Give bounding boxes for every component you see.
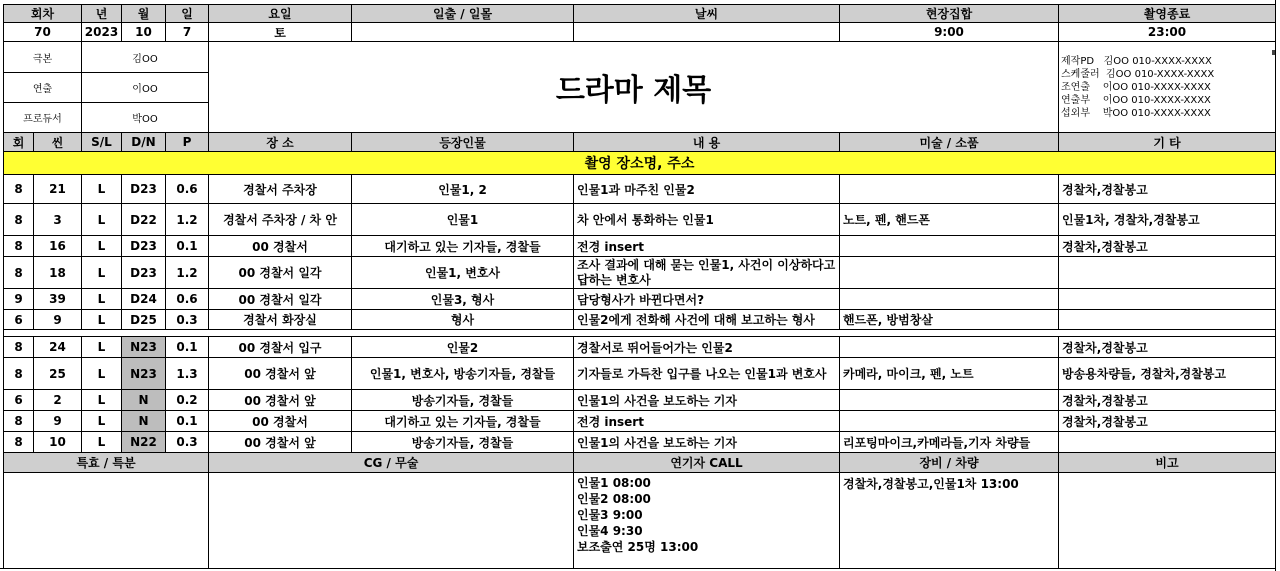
scene-cell-ep: 9 <box>3 288 33 309</box>
scene-cell-scene: 25 <box>33 357 81 389</box>
scene-cell-ep: 8 <box>3 336 33 357</box>
scene-cell-content: 전경 insert <box>573 235 839 256</box>
col-header-props: 미술 / 소품 <box>839 132 1058 151</box>
actor-call-item: 인물2 08:00 <box>577 492 651 506</box>
scene-cell-content: 인물2에게 전화해 사건에 대해 보고하는 형사 <box>573 309 839 329</box>
scene-cell-scene: 24 <box>33 336 81 357</box>
scene-cell-ep: 6 <box>3 309 33 329</box>
header-label-call-time: 현장집합 <box>839 4 1058 22</box>
scene-cell-content: 담당형사가 바뀐다면서? <box>573 288 839 309</box>
scene-cell-dn: D23 <box>121 174 165 203</box>
scene-cell-p: 1.2 <box>165 203 208 235</box>
scene-cell-sl: L <box>81 203 121 235</box>
col-header-place: 장 소 <box>208 132 351 151</box>
scene-cell-etc: 경찰차,경찰봉고 <box>1058 389 1275 410</box>
scene-cell-etc: 경찰차,경찰봉고 <box>1058 336 1275 357</box>
scene-cell-dn: D22 <box>121 203 165 235</box>
scene-cell-scene: 21 <box>33 174 81 203</box>
header-label-year: 년 <box>81 4 121 22</box>
scene-cell-p: 0.1 <box>165 336 208 357</box>
actor-call-item: 인물1 08:00 <box>577 476 651 490</box>
scene-cell-ep: 8 <box>3 235 33 256</box>
location-banner: 촬영 장소명, 주소 <box>3 151 1275 174</box>
actor-call-list <box>573 472 839 568</box>
contact-line: 연출부 이OO 010-XXXX-XXXX <box>1061 94 1211 106</box>
col-header-dn: D/N <box>121 132 165 151</box>
scene-cell-sl: L <box>81 389 121 410</box>
scene-cell-content: 인물1의 사건을 보도하는 기자 <box>573 389 839 410</box>
footer-note <box>1058 472 1275 568</box>
scene-cell-p: 0.6 <box>165 174 208 203</box>
scene-cell-cast: 형사 <box>351 309 573 329</box>
scene-cell-p: 1.3 <box>165 357 208 389</box>
scene-cell-p: 0.3 <box>165 431 208 452</box>
scene-cell-p: 0.2 <box>165 389 208 410</box>
scene-cell-sl: L <box>81 336 121 357</box>
scene-cell-sl: L <box>81 357 121 389</box>
scene-cell-p: 0.6 <box>165 288 208 309</box>
scene-cell-place: 경찰서 주차장 <box>208 174 351 203</box>
header-value-year: 2023 <box>81 22 121 41</box>
scene-cell-scene: 10 <box>33 431 81 452</box>
staff-role-producer: 프로듀서 <box>3 102 81 132</box>
contact-line: 조연출 이OO 010-XXXX-XXXX <box>1061 81 1211 93</box>
page-break-marker <box>1272 50 1275 55</box>
scene-cell-place: 00 경찰서 일각 <box>208 256 351 288</box>
scene-cell-sl: L <box>81 309 121 329</box>
header-label-month: 월 <box>121 4 165 22</box>
scene-cell-sl: L <box>81 256 121 288</box>
scene-cell-props: 리포팅마이크,카메라들,기자 차량들 <box>839 431 1058 452</box>
contact-line: 스케줄러 김OO 010-XXXX-XXXX <box>1061 68 1215 80</box>
scene-cell-ep: 8 <box>3 431 33 452</box>
drama-title: 드라마 제목 <box>208 41 1058 132</box>
col-header-content: 내 용 <box>573 132 839 151</box>
scene-cell-content: 경찰서로 뛰어들어가는 인물2 <box>573 336 839 357</box>
scene-cell-cast: 인물1, 2 <box>351 174 573 203</box>
contacts-block <box>1058 41 1275 132</box>
scene-cell-cast: 방송기자들, 경찰들 <box>351 431 573 452</box>
scene-cell-props <box>839 410 1058 431</box>
scene-cell-content: 인물1의 사건을 보도하는 기자 <box>573 431 839 452</box>
staff-name-producer: 박OO <box>81 102 208 132</box>
group-separator <box>3 329 1275 336</box>
scene-cell-scene: 2 <box>33 389 81 410</box>
scene-cell-place: 00 경찰서 앞 <box>208 431 351 452</box>
scene-cell-place: 경찰서 주차장 / 차 안 <box>208 203 351 235</box>
scene-cell-ep: 8 <box>3 174 33 203</box>
scene-cell-etc: 인물1차, 경찰차,경찰봉고 <box>1058 203 1275 235</box>
scene-cell-p: 1.2 <box>165 256 208 288</box>
scene-cell-etc <box>1058 256 1275 288</box>
actor-call-item: 인물4 9:30 <box>577 524 643 538</box>
scene-cell-dn: D23 <box>121 235 165 256</box>
scene-cell-ep: 8 <box>3 357 33 389</box>
header-value-call-time: 9:00 <box>839 22 1058 41</box>
header-label-sunrise-sunset: 일출 / 일몰 <box>351 4 573 22</box>
header-value-day: 7 <box>165 22 208 41</box>
staff-role-director: 연출 <box>3 72 81 102</box>
scene-cell-etc <box>1058 309 1275 329</box>
scene-cell-dn: N23 <box>121 336 165 357</box>
header-value-month: 10 <box>121 22 165 41</box>
footer-label-call: 연기자 CALL <box>573 452 839 472</box>
scene-cell-props <box>839 256 1058 288</box>
footer-equipment: 경찰차,경찰봉고,인물1차 13:00 <box>839 472 1058 568</box>
scene-cell-ep: 6 <box>3 389 33 410</box>
scene-cell-ep: 8 <box>3 410 33 431</box>
header-value-sunrise-sunset <box>351 22 573 41</box>
scene-cell-dn: N22 <box>121 431 165 452</box>
scene-cell-props <box>839 389 1058 410</box>
scene-cell-sl: L <box>81 431 121 452</box>
scene-cell-cast: 인물1, 변호사 <box>351 256 573 288</box>
header-label-wrap-time: 촬영종료 <box>1058 4 1275 22</box>
scene-cell-place: 00 경찰서 앞 <box>208 389 351 410</box>
scene-cell-content: 전경 insert <box>573 410 839 431</box>
scene-cell-dn: N <box>121 410 165 431</box>
scene-cell-props <box>839 174 1058 203</box>
scene-cell-place: 00 경찰서 앞 <box>208 357 351 389</box>
sheet-right-border <box>1275 0 1276 571</box>
scene-cell-cast: 대기하고 있는 기자들, 경찰들 <box>351 410 573 431</box>
scene-cell-cast: 인물2 <box>351 336 573 357</box>
scene-cell-etc <box>1058 288 1275 309</box>
scene-cell-scene: 39 <box>33 288 81 309</box>
scene-cell-dn: D24 <box>121 288 165 309</box>
header-value-episode: 70 <box>3 22 81 41</box>
scene-cell-dn: D25 <box>121 309 165 329</box>
scene-cell-place: 00 경찰서 <box>208 235 351 256</box>
header-value-weather <box>573 22 839 41</box>
scene-cell-scene: 16 <box>33 235 81 256</box>
footer-cg <box>208 472 573 568</box>
scene-cell-ep: 8 <box>3 256 33 288</box>
staff-role-writer: 극본 <box>3 41 81 72</box>
col-header-scene: 씬 <box>33 132 81 151</box>
scene-cell-sl: L <box>81 410 121 431</box>
actor-call-item: 보조출연 25명 13:00 <box>577 540 699 554</box>
scene-cell-scene: 3 <box>33 203 81 235</box>
footer-sfx <box>3 472 208 568</box>
scene-cell-props <box>839 336 1058 357</box>
footer-label-equipment: 장비 / 차량 <box>839 452 1058 472</box>
scene-cell-place: 경찰서 화장실 <box>208 309 351 329</box>
scene-cell-place: 00 경찰서 <box>208 410 351 431</box>
scene-cell-scene: 9 <box>33 309 81 329</box>
header-label-weekday: 요일 <box>208 4 351 22</box>
header-value-weekday: 토 <box>208 22 351 41</box>
scene-cell-p: 0.1 <box>165 410 208 431</box>
scene-cell-sl: L <box>81 174 121 203</box>
col-header-sl: S/L <box>81 132 121 151</box>
scene-cell-content: 기자들로 가득찬 입구를 나오는 인물1과 변호사 <box>573 357 839 389</box>
col-header-p: P <box>165 132 208 151</box>
scene-cell-cast: 방송기자들, 경찰들 <box>351 389 573 410</box>
scene-cell-content: 차 안에서 통화하는 인물1 <box>573 203 839 235</box>
scene-cell-cast: 인물1, 변호사, 방송기자들, 경찰들 <box>351 357 573 389</box>
scene-cell-props: 카메라, 마이크, 펜, 노트 <box>839 357 1058 389</box>
scene-cell-scene: 18 <box>33 256 81 288</box>
staff-name-director: 이OO <box>81 72 208 102</box>
scene-cell-dn: D23 <box>121 256 165 288</box>
scene-cell-place: 00 경찰서 일각 <box>208 288 351 309</box>
header-label-weather: 날씨 <box>573 4 839 22</box>
col-header-cast: 등장인물 <box>351 132 573 151</box>
scene-cell-p: 0.3 <box>165 309 208 329</box>
actor-call-item: 인물3 9:00 <box>577 508 643 522</box>
footer-label-note: 비고 <box>1058 452 1275 472</box>
scene-cell-etc: 경찰차,경찰봉고 <box>1058 235 1275 256</box>
contact-line: 제작PD 김OO 010-XXXX-XXXX <box>1061 55 1212 67</box>
scene-cell-etc: 경찰차,경찰봉고 <box>1058 174 1275 203</box>
scene-cell-scene: 9 <box>33 410 81 431</box>
header-label-day: 일 <box>165 4 208 22</box>
scene-cell-props <box>839 288 1058 309</box>
sheet-bottom-border <box>0 568 1276 569</box>
scene-cell-sl: L <box>81 288 121 309</box>
scene-cell-ep: 8 <box>3 203 33 235</box>
scene-cell-dn: N23 <box>121 357 165 389</box>
scene-cell-sl: L <box>81 235 121 256</box>
col-header-etc: 기 타 <box>1058 132 1275 151</box>
scene-cell-etc: 경찰차,경찰봉고 <box>1058 410 1275 431</box>
scene-cell-content: 조사 결과에 대해 묻는 인물1, 사건이 이상하다고 답하는 변호사 <box>573 256 839 288</box>
staff-name-writer: 김OO <box>81 41 208 72</box>
header-value-wrap-time: 23:00 <box>1058 22 1275 41</box>
scene-cell-place: 00 경찰서 입구 <box>208 336 351 357</box>
scene-cell-p: 0.1 <box>165 235 208 256</box>
scene-cell-etc <box>1058 431 1275 452</box>
scene-cell-cast: 인물3, 형사 <box>351 288 573 309</box>
scene-cell-props: 핸드폰, 방범창살 <box>839 309 1058 329</box>
scene-cell-cast: 대기하고 있는 기자들, 경찰들 <box>351 235 573 256</box>
scene-cell-dn: N <box>121 389 165 410</box>
scene-cell-content: 인물1과 마주친 인물2 <box>573 174 839 203</box>
scene-cell-etc: 방송용차량들, 경찰차,경찰봉고 <box>1058 357 1275 389</box>
col-header-ep: 회 <box>3 132 33 151</box>
contact-line: 섭외부 박OO 010-XXXX-XXXX <box>1061 107 1211 119</box>
scene-cell-props <box>839 235 1058 256</box>
footer-label-sfx: 특효 / 특분 <box>3 452 208 472</box>
scene-cell-cast: 인물1 <box>351 203 573 235</box>
footer-label-cg: CG / 무술 <box>208 452 573 472</box>
header-label-episode: 회차 <box>3 4 81 22</box>
scene-cell-props: 노트, 펜, 핸드폰 <box>839 203 1058 235</box>
